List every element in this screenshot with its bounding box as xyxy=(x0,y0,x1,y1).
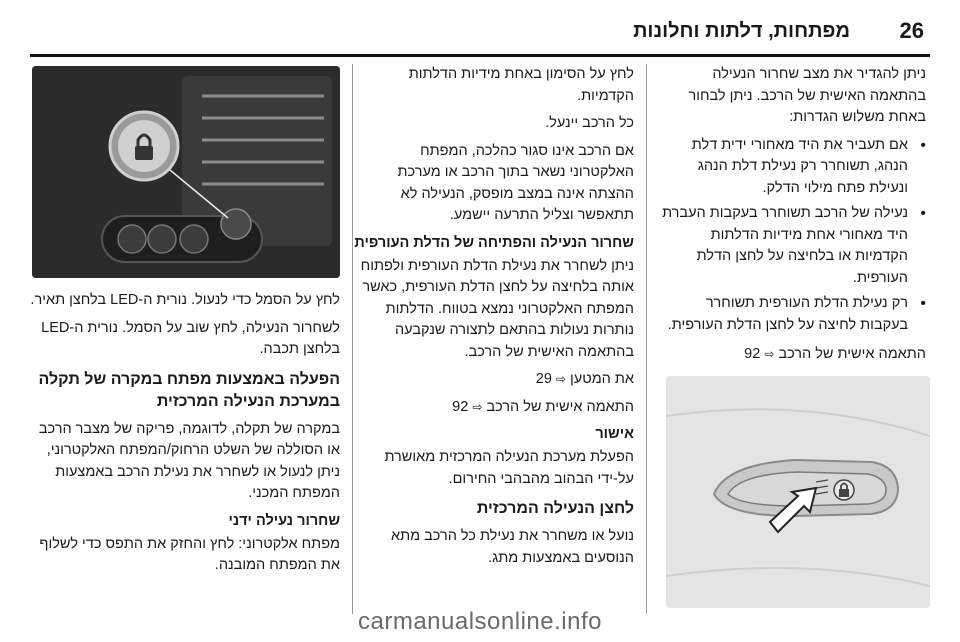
paragraph: לשחרור הנעילה, לחץ שוב על הסמל. נורית ה-LED בלחצן תכבה. xyxy=(41,319,340,357)
ref-arrow-icon: ⇨ xyxy=(555,372,566,386)
paragraph: לחץ על הסימון באחת מידיות הדלתות הקדמיות. xyxy=(408,66,634,104)
list-item: • נעילה של הרכב תשוחרר בעקבות העברת היד מאחורי אחת מידיות הדלתות הקדמיות או בלחיצה על לחצן הדלת העורפית. xyxy=(656,203,926,289)
list-item: • אם תעביר את היד מאחורי ידית דלת הנהג, תשוחרר רק נעילת דלת הנהג ונעילת פתח מילוי הדלק. xyxy=(656,135,926,200)
ref-arrow-icon: ⇨ xyxy=(472,399,483,414)
heading-tailgate: שחרור הנעילה והפתיחה של הדלת העורפית xyxy=(354,234,634,251)
heading-confirmation: אישור xyxy=(595,426,634,442)
column-divider xyxy=(646,64,647,614)
cross-reference xyxy=(354,397,634,419)
watermark: carmanualsonline.info xyxy=(358,608,602,635)
paragraph: ניתן לשחרר את נעילת הדלת העורפית ולפתוח אותה בלחיצה על לחצן הדלת העורפית, כאשר המפתח האלקטרוני נמצא בטווח. הדלתות נותרות נעולות בהתאם לתצורה שנקבעה בהתאמה האישית של הרכב. xyxy=(360,257,634,360)
header-rule xyxy=(30,54,930,57)
paragraph: כל הרכב יינעל. xyxy=(545,115,634,131)
central-lock-button-svg xyxy=(32,66,340,278)
list-item: • רק נעילת הדלת העורפית תשוחרר בעקבות לחיצה על לחצן הדלת העורפית. xyxy=(656,293,926,336)
column-middle xyxy=(354,64,634,575)
central-lock-button-illustration xyxy=(32,66,340,278)
intro-paragraph: ניתן להגדיר את מצב שחרור הנעילה בהתאמה האישית של הרכב. ניתן לבחור באחת משלוש הגדרות: xyxy=(688,66,926,125)
cross-reference xyxy=(354,369,634,391)
cross-reference-text: התאמה אישית של הרכב xyxy=(778,346,926,362)
door-handle-illustration xyxy=(666,376,930,608)
lock-icon xyxy=(834,480,854,500)
cross-reference-page: 92 xyxy=(452,398,469,415)
paragraph: לחץ על הסמל כדי לנעול. נורית ה-LED בלחצן תאיר. xyxy=(30,292,340,308)
paragraph: אם הרכב אינו סגור כהלכה, המפתח האלקטרוני נשאר בתוך הרכב או מערכת ההצתה אינה במצב מופסק, הנעילה לא תתאפשר וצליל התרעה יישמע. xyxy=(397,142,634,223)
paragraph: במקרה של תקלה, לדוגמה, פריקה של מצבר הרכב או הסוללה של השלט הרחוק/המפתח האלקטרוני, ניתן לנעול או לשחרר את נעילת הרכב באמצעות המפתח המכני. xyxy=(38,420,340,501)
cross-reference-text: התאמה אישית של הרכב xyxy=(486,398,634,415)
page-number: 26 xyxy=(899,18,924,43)
page-title: מפתחות, דלתות וחלונות xyxy=(633,20,850,42)
paragraph: מפתח אלקטרוני: לחץ והחזק את התפס כדי לשלוף את המפתח המובנה. xyxy=(39,535,340,573)
lock-icon xyxy=(110,112,178,180)
column-left xyxy=(22,290,340,583)
cross-reference-page: 29 xyxy=(535,371,552,387)
paragraph: נועל או משחרר את נעילת כל הרכב מתא הנוסעים באמצעות מתג. xyxy=(390,528,634,566)
cross-reference xyxy=(656,344,926,366)
heading-manual-unlock: שחרור נעילה ידני xyxy=(228,512,340,529)
ref-arrow-icon: ⇨ xyxy=(764,347,775,361)
cross-reference-page: 92 xyxy=(744,346,761,362)
column-divider xyxy=(352,64,353,614)
column-right xyxy=(656,64,926,402)
heading-central-lock-button: לחצן הנעילה המרכזית xyxy=(476,500,634,517)
unlock-options-list xyxy=(656,135,926,337)
cross-reference-text: את המטען xyxy=(570,371,634,387)
door-handle-illustration-svg xyxy=(666,376,930,608)
heading-emergency-key: הפעלה באמצעות מפתח במקרה של תקלה במערכת הנעילה המרכזית xyxy=(38,370,340,410)
page-header xyxy=(0,0,960,56)
paragraph: הפעלת מערכת הנעילה המרכזית מאושרת על-ידי הבהוב מהבהבי החירום. xyxy=(384,449,634,487)
